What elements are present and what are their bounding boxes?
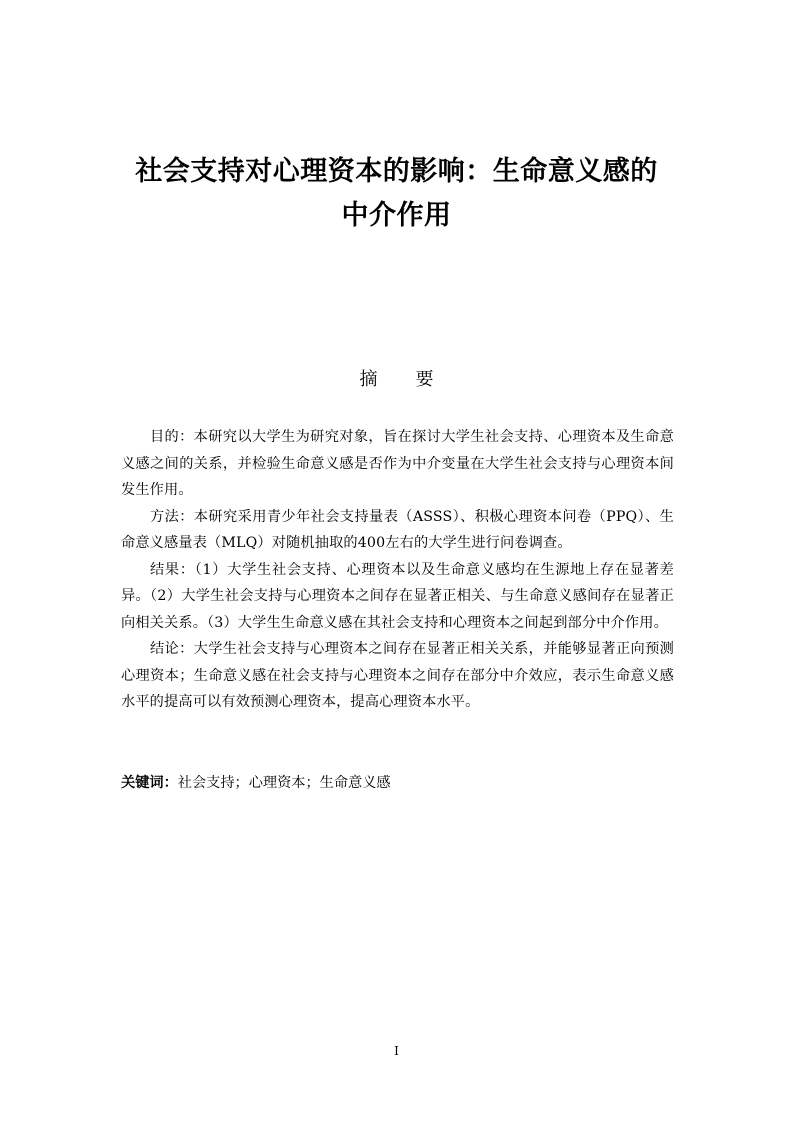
- abstract-paragraph-conclusion: 结论：大学生社会支持与心理资本之间存在显著正相关关系，并能够显著正向预测心理资本；生命意义感在社会支持与心理资本之间存在部分中介效应，表示生命意义感水平的提高可以有效预测心理资本，提高心理资本水平。: [121, 641, 674, 710]
- page-number: I: [394, 1044, 399, 1058]
- keywords-text: 社会支持；心理资本；生命意义感: [177, 775, 391, 791]
- keywords-line: [121, 771, 674, 795]
- abstract-heading-char-2: 要: [415, 369, 434, 390]
- abstract-paragraph-method: 方法：本研究采用青少年社会支持量表（ASSS）、积极心理资本问卷（PPQ）、生命意义感量表（MLQ）对随机抽取的400左右的大学生进行问卷调查。: [121, 508, 674, 551]
- abstract-paragraph-results: 结果：（1）大学生社会支持、心理资本以及生命意义感均在生源地上存在显著差异。（2）大学生社会支持与心理资本之间存在显著正相关、与生命意义感间存在显著正向相关关系。（3）大学生生命意义感在其社会支持和心理资本之间起到部分中介作用。: [121, 561, 674, 631]
- abstract-heading: [0, 366, 793, 394]
- abstract-heading-char-1: 摘: [359, 369, 378, 390]
- paper-title-line-1: 社会支持对心理资本的影响：生命意义感的: [135, 156, 658, 187]
- abstract-paragraph-objective: 目的：本研究以大学生为研究对象，旨在探讨大学生社会支持、心理资本及生命意义感之间的关系，并检验生命意义感是否作为中介变量在大学生社会支持与心理资本间发生作用。: [121, 429, 674, 498]
- abstract-body: [121, 424, 674, 716]
- paper-title-line-2: 中介作用: [341, 200, 452, 231]
- keywords-label: 关键词：: [121, 775, 178, 791]
